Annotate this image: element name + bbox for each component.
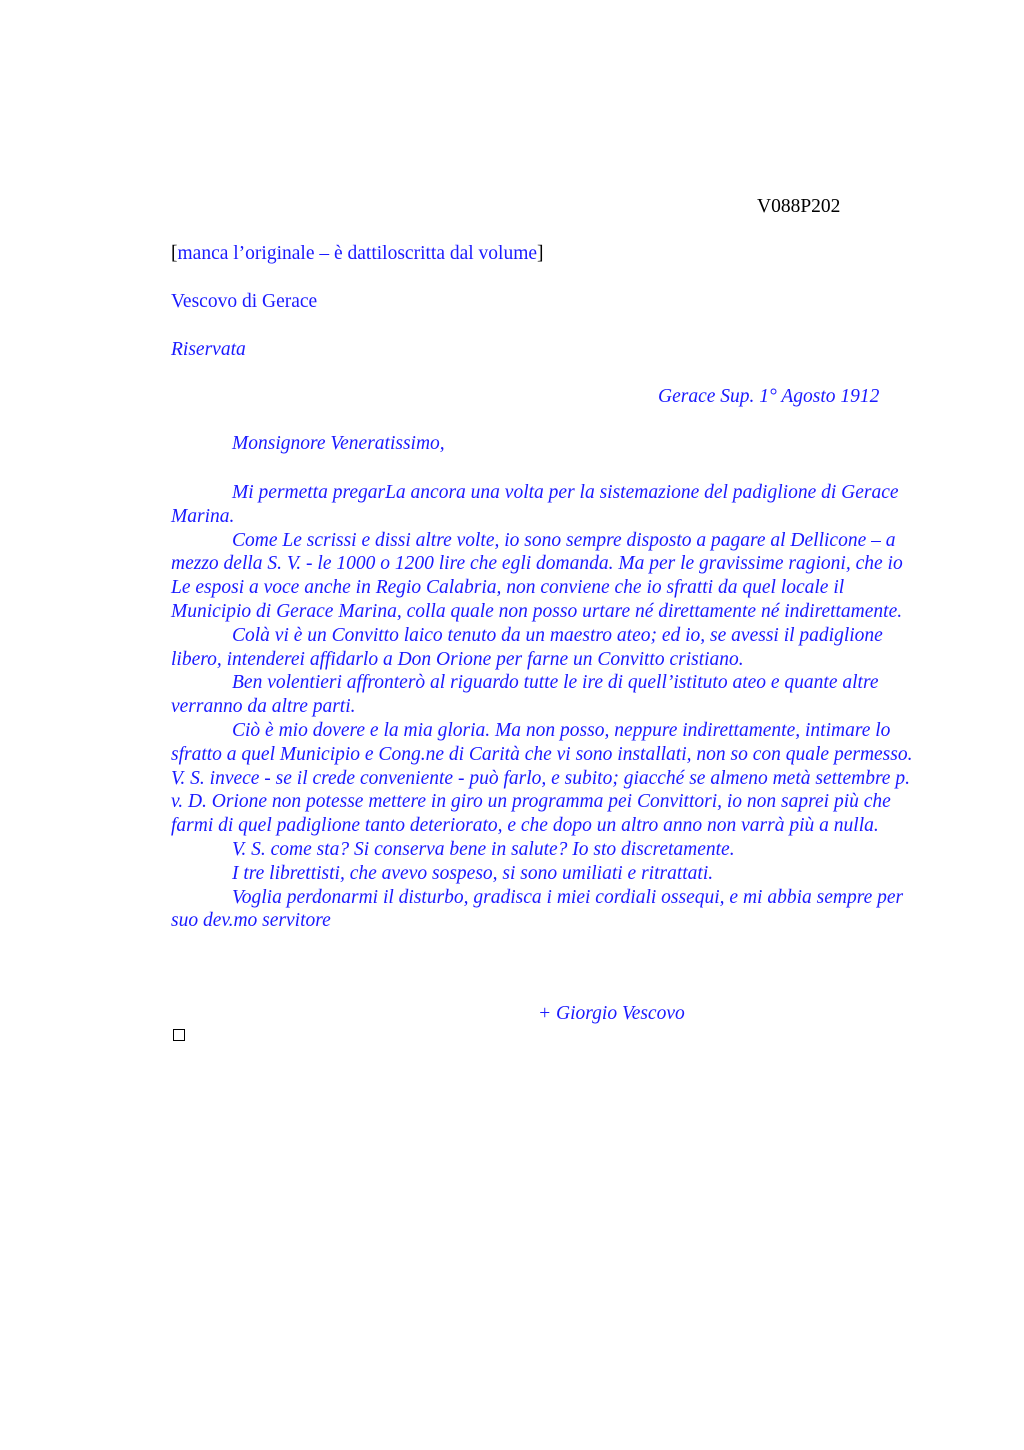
place-date-line: Gerace Sup. 1° Agosto 1912 (658, 386, 880, 407)
confidential-marking: Riservata (171, 339, 246, 360)
letter-paragraph: Ciò è mio dovere e la mia gloria. Ma non posso, neppure indirettamente, intimare lo sfratto a quel Municipio e Cong.ne di Carità che vi sono installati, non so con quale permesso. V. S. invece - se il crede conveniente - può farlo, e subito; giacché se almeno metà settembre p. v. D. Orione non potesse mettere in giro un programma pei Convittori, io non saprei più che farmi di quel padiglione tanto deteriorato, e che dopo un altro anno non varrà più a nulla. (171, 719, 913, 837)
editorial-note (171, 243, 544, 265)
note-open-bracket: [ (171, 243, 178, 264)
letter-paragraph: V. S. come sta? Si conserva bene in salute? Io sto discretamente. (232, 838, 735, 860)
note-close-bracket: ] (537, 243, 544, 264)
sender-heading: Vescovo di Gerace (171, 291, 318, 312)
letter-paragraph: Voglia perdonarmi il disturbo, gradisca i miei cordiali ossequi, e mi abbia sempre per suo dev.mo servitore (171, 886, 904, 932)
signature: + Giorgio Vescovo (538, 1003, 685, 1024)
note-text: manca l’originale – è dattiloscritta dal volume (177, 243, 538, 264)
letter-body (171, 481, 923, 933)
document-code: V088P202 (757, 196, 841, 217)
letter-paragraph: Mi permetta pregarLa ancora una volta per la sistemazione del padiglione di Gerace Marina. (171, 482, 899, 527)
letter-paragraph: Come Le scrissi e dissi altre volte, io sono sempre disposto a pagare al Dellicone – a mezzo della S. V. - le 1000 o 1200 lire che egli domanda. Ma per le gravissime ragioni, che io Le esposi a voce anche in Regio Calabria, non conviene che io sfratti da quel locale il Municipio di Gerace Marina, colla quale non posso urtare né direttamente né indirettamente. (171, 529, 903, 622)
letter-paragraph: I tre librettisti, che avevo sospeso, si sono umiliati e ritrattati. (232, 862, 714, 884)
salutation: Monsignore Veneratissimo, (232, 433, 445, 454)
letter-paragraph: Colà vi è un Convitto laico tenuto da un maestro ateo; ed io, se avessi il padiglione libero, intenderei affidarlo a Don Orione per farne un Convitto cristiano. (171, 624, 883, 670)
letter-paragraph: Ben volentieri affronterò al riguardo tutte le ire di quell’istituto ateo e quante altre verranno da altre parti. (171, 672, 879, 718)
end-of-document-box-icon (173, 1029, 185, 1041)
